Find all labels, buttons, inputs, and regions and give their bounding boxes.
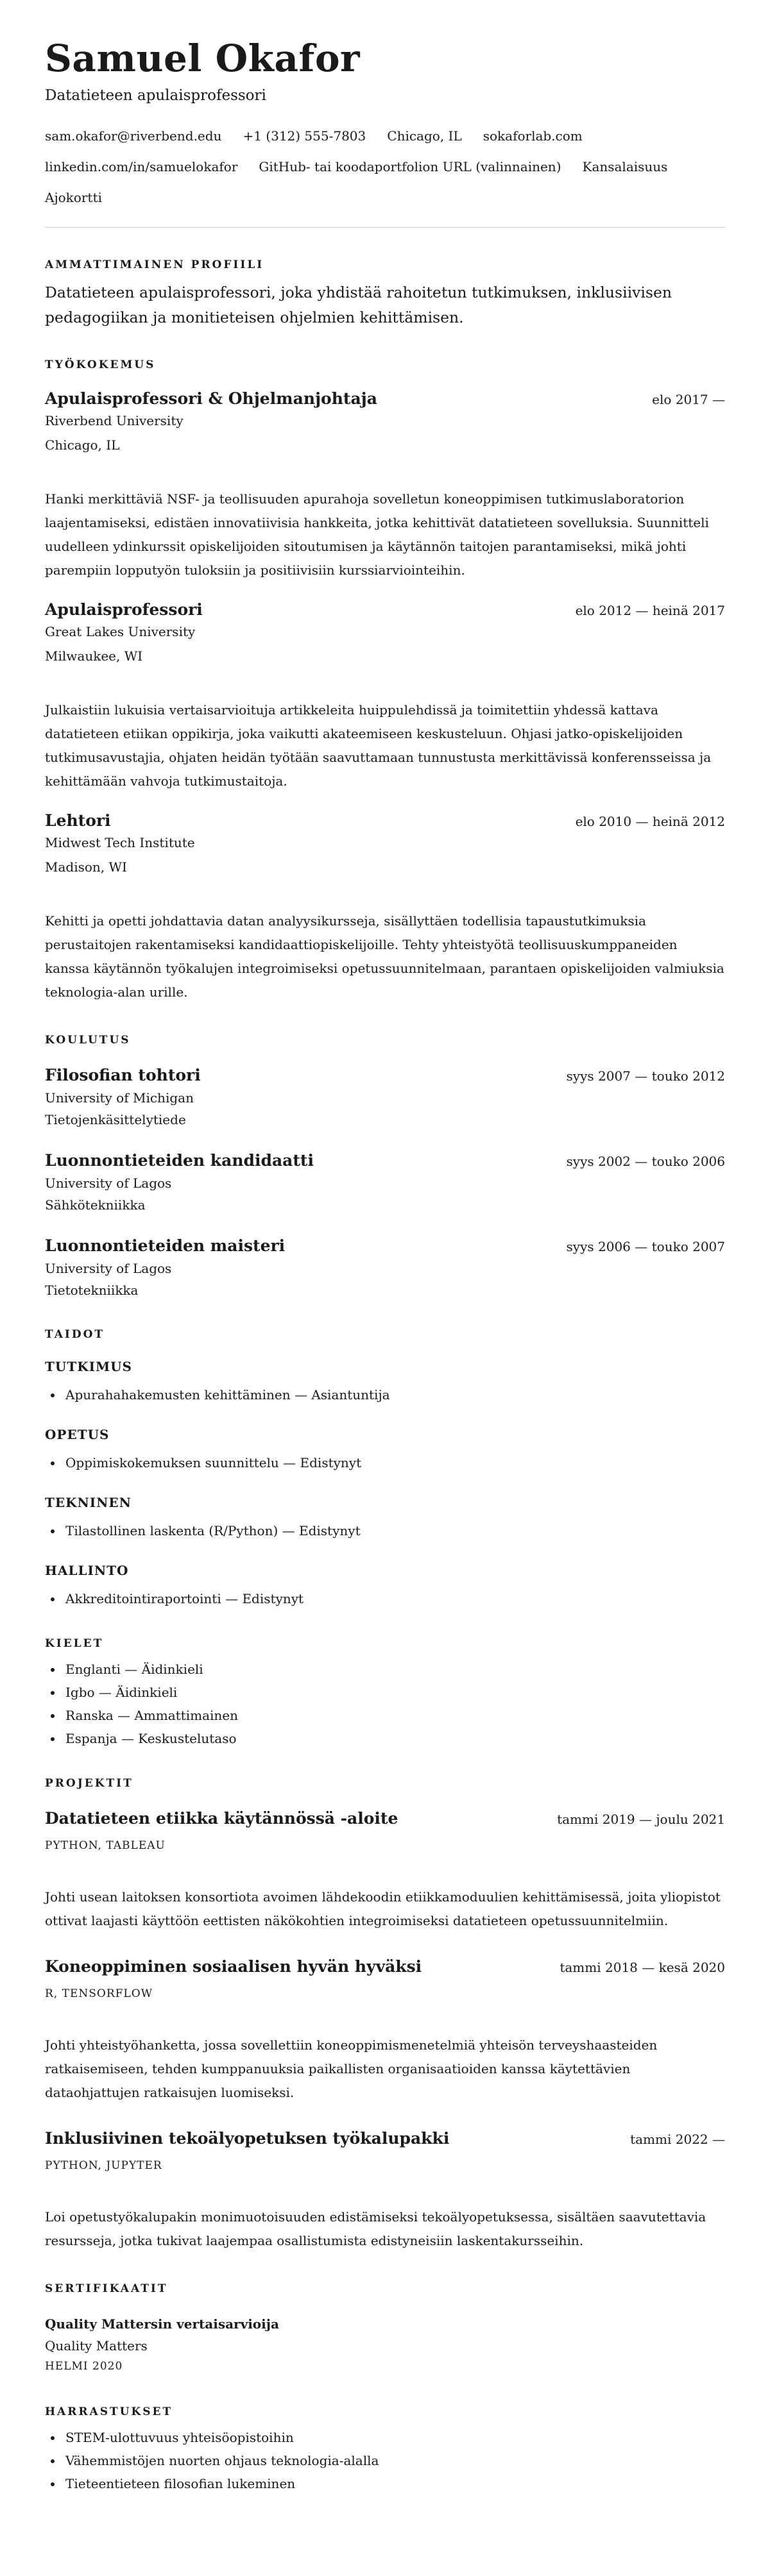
language-item: • Espanja — Keskustelutaso (63, 1727, 725, 1750)
project-description: Johti yhteistyöhanketta, jossa sovellettiin koneoppimismenetelmiä yhteisön terveyshaasteiden ratkaisemiseen, tehden kumppanuuksia paikallisten organisaatioiden kanssa käytettävien dataohjattujen ratkaisujen luomiseksi. (45, 2037, 658, 2100)
project-technologies: PYTHON, JUPYTER (45, 2159, 162, 2172)
candidate-name: Samuel Okafor (45, 37, 361, 80)
skill-group-title: HALLINTO (45, 1563, 129, 1578)
section-title-education: KOULUTUS (45, 1034, 131, 1047)
job-dates: elo 2017 — (652, 392, 725, 407)
section-title-certifications: SERTIFIKAATIT (45, 2282, 168, 2295)
project-description: Johti usean laitoksen konsortiota avoimen lähdekoodin etiikkamoduulien kehittämisessä, joita yliopistot ottivat laajasti käyttöön eettisten näkökohtien integroimiseksi datatieteen opetussuunnitelmiin. (45, 1889, 721, 1928)
school-name: University of Lagos (45, 1261, 172, 1276)
skill-list (63, 1519, 725, 1542)
skill-list (63, 1451, 725, 1474)
skill-group-title: TEKNINEN (45, 1495, 132, 1510)
header-divider (45, 227, 725, 228)
interest-item: • Vähemmistöjen nuorten ohjaus teknologia-alalla (63, 2449, 725, 2472)
language-item: • Englanti — Äidinkieli (63, 1658, 725, 1681)
project-technologies: PYTHON, TABLEAU (45, 1839, 166, 1852)
project-item (45, 1808, 725, 1933)
skill-item: • Tilastollinen laskenta (R/Python) — Edistynyt (63, 1519, 725, 1542)
skill-item: • Oppimiskokemuksen suunnittelu — Edistynyt (63, 1451, 725, 1474)
section-title-projects: PROJEKTIT (45, 1777, 133, 1790)
contact-email[interactable]: sam.okafor@riverbend.edu (45, 128, 222, 144)
language-item: • Ranska — Ammattimainen (63, 1704, 725, 1727)
school-name: University of Michigan (45, 1090, 194, 1106)
job-dates: elo 2012 — heinä 2017 (575, 603, 725, 618)
education-dates: syys 2006 — touko 2007 (566, 1239, 725, 1254)
language-item: • Igbo — Äidinkieli (63, 1681, 725, 1704)
contact-website[interactable]: sokaforlab.com (483, 128, 583, 144)
project-dates: tammi 2018 — kesä 2020 (560, 1960, 725, 1975)
job-description: Kehitti ja opetti johdattavia datan analyysikursseja, sisällyttäen todellisia tapaustutkimuksia perustaitojen rakentamiseksi kandidaattiopiskelijoille. Tehty yhteistyötä teollisuuskumppaneiden kanssa käytännön työkalujen integroimiseksi opetussuunnitelmaan, parantaen opiskelijoiden valmiuksia teknologia-alan urille. (45, 913, 724, 1000)
contact-phone: +1 (312) 555-7803 (243, 128, 366, 144)
job-organization: Midwest Tech Institute (45, 835, 195, 850)
skill-list (63, 1383, 725, 1406)
skill-group-title: TUTKIMUS (45, 1359, 132, 1374)
school-name: University of Lagos (45, 1175, 172, 1191)
field-of-study: Sähkötekniikka (45, 1197, 146, 1213)
education-dates: syys 2002 — touko 2006 (566, 1154, 725, 1169)
skill-item: • Akkreditointiraportointi — Edistynyt (63, 1587, 725, 1610)
section-title-experience: TYÖKOKEMUS (45, 358, 156, 371)
job-organization: Great Lakes University (45, 624, 196, 639)
section-title-interests: HARRASTUKSET (45, 2405, 173, 2418)
interest-item: • STEM-ulottuvuus yhteisöopistoihin (63, 2426, 725, 2449)
project-description: Loi opetustyökalupakin monimuotoisuuden edistämiseksi tekoälyopetuksessa, sisältäen saavutettavia resursseja, jotka tukivat laajempaa osallistumista edistyneisiin laskentakursseihin. (45, 2209, 706, 2248)
education-item (45, 1150, 725, 1216)
job-title: Lehtori (45, 811, 111, 830)
skill-group-title: OPETUS (45, 1427, 110, 1442)
project-item (45, 2128, 725, 2253)
experience-item (45, 388, 725, 582)
job-description: Julkaistiin lukuisia vertaisarvioituja artikkeleita huippulehdissä ja toimitettiin yhdessä kattava datatieteen etiikan oppikirja, joka vaikutti akateemiseen keskusteluun. Ohjasi jatko-opiskelijoiden tutkimusavustajia, ohjaten heidän työtään saavuttamaan tunnustusta merkittävissä konferensseissa ja kehittämään vahvoja tutkimustaitoja. (45, 702, 712, 789)
certification-item (45, 2313, 725, 2376)
education-item (45, 1235, 725, 1301)
interest-item: • Tieteentieteen filosofian lukeminen (63, 2472, 725, 2495)
degree-title: Luonnontieteiden maisteri (45, 1236, 286, 1255)
project-dates: tammi 2019 — joulu 2021 (557, 1812, 725, 1827)
job-description: Hanki merkittäviä NSF- ja teollisuuden apurahoja sovelletun koneoppimisen tutkimuslaboratorion laajentamiseksi, edistäen innovatiivisia hankkeita, jotka kehittivät datatieteen sovelluksia. Suunnitteli uudelleen ydinkurssit opiskelijoiden sitoutumisen ja käytännön taitojen parantamiseksi, mikä johti parempiin lopputyön tuloksiin ja positiivisiin kurssiarviointeihin. (45, 491, 709, 578)
section-title-languages: KIELET (45, 1637, 104, 1650)
certification-issuer: Quality Matters (45, 2338, 148, 2353)
project-title: Inklusiivinen tekoälyopetuksen työkalupakki (45, 2129, 450, 2148)
project-title: Koneoppiminen sosiaalisen hyvän hyväksi (45, 1957, 422, 1976)
contact-drivers-license: Ajokortti (45, 190, 102, 205)
job-title: Apulaisprofessori & Ohjelmanjohtaja (45, 389, 377, 408)
project-dates: tammi 2022 — (630, 2132, 725, 2147)
experience-item (45, 599, 725, 793)
field-of-study: Tietojenkäsittelytiede (45, 1112, 186, 1127)
language-list (63, 1658, 725, 1750)
job-location: Madison, WI (45, 859, 127, 875)
job-organization: Riverbend University (45, 413, 184, 428)
project-title: Datatieteen etiikka käytännössä -aloite (45, 1809, 398, 1828)
job-location: Milwaukee, WI (45, 648, 143, 664)
contact-info (45, 121, 725, 213)
experience-item (45, 810, 725, 1004)
project-item (45, 1956, 725, 2105)
job-location: Chicago, IL (45, 437, 120, 453)
skill-list (63, 1587, 725, 1610)
project-technologies: R, TENSORFLOW (45, 1987, 153, 2000)
interest-list (63, 2426, 725, 2495)
degree-title: Luonnontieteiden kandidaatti (45, 1151, 314, 1170)
education-dates: syys 2007 — touko 2012 (566, 1068, 725, 1084)
contact-github: GitHub- tai koodaportfolion URL (valinnainen) (259, 159, 561, 174)
contact-linkedin[interactable]: linkedin.com/in/samuelokafor (45, 159, 238, 174)
field-of-study: Tietotekniikka (45, 1283, 139, 1298)
job-title: Apulaisprofessori (45, 600, 203, 619)
profile-summary: Datatieteen apulaisprofessori, joka yhdistää rahoitetun tutkimuksen, inklusiivisen pedagogiikan ja monitieteisen ohjelmien kehittämisen. (45, 283, 672, 326)
section-title-profile: AMMATTIMAINEN PROFIILI (45, 258, 264, 271)
degree-title: Filosofian tohtori (45, 1066, 201, 1084)
skill-item: • Apurahahakemusten kehittäminen — Asiantuntija (63, 1383, 725, 1406)
section-title-skills: TAIDOT (45, 1328, 105, 1341)
education-item (45, 1065, 725, 1131)
certification-date: HELMI 2020 (45, 2360, 123, 2373)
contact-citizenship: Kansalaisuus (582, 159, 668, 174)
contact-location: Chicago, IL (387, 128, 462, 144)
candidate-headline: Datatieteen apulaisprofessori (45, 87, 266, 104)
certification-name: Quality Mattersin vertaisarvioija (45, 2316, 279, 2332)
job-dates: elo 2010 — heinä 2012 (575, 814, 725, 829)
